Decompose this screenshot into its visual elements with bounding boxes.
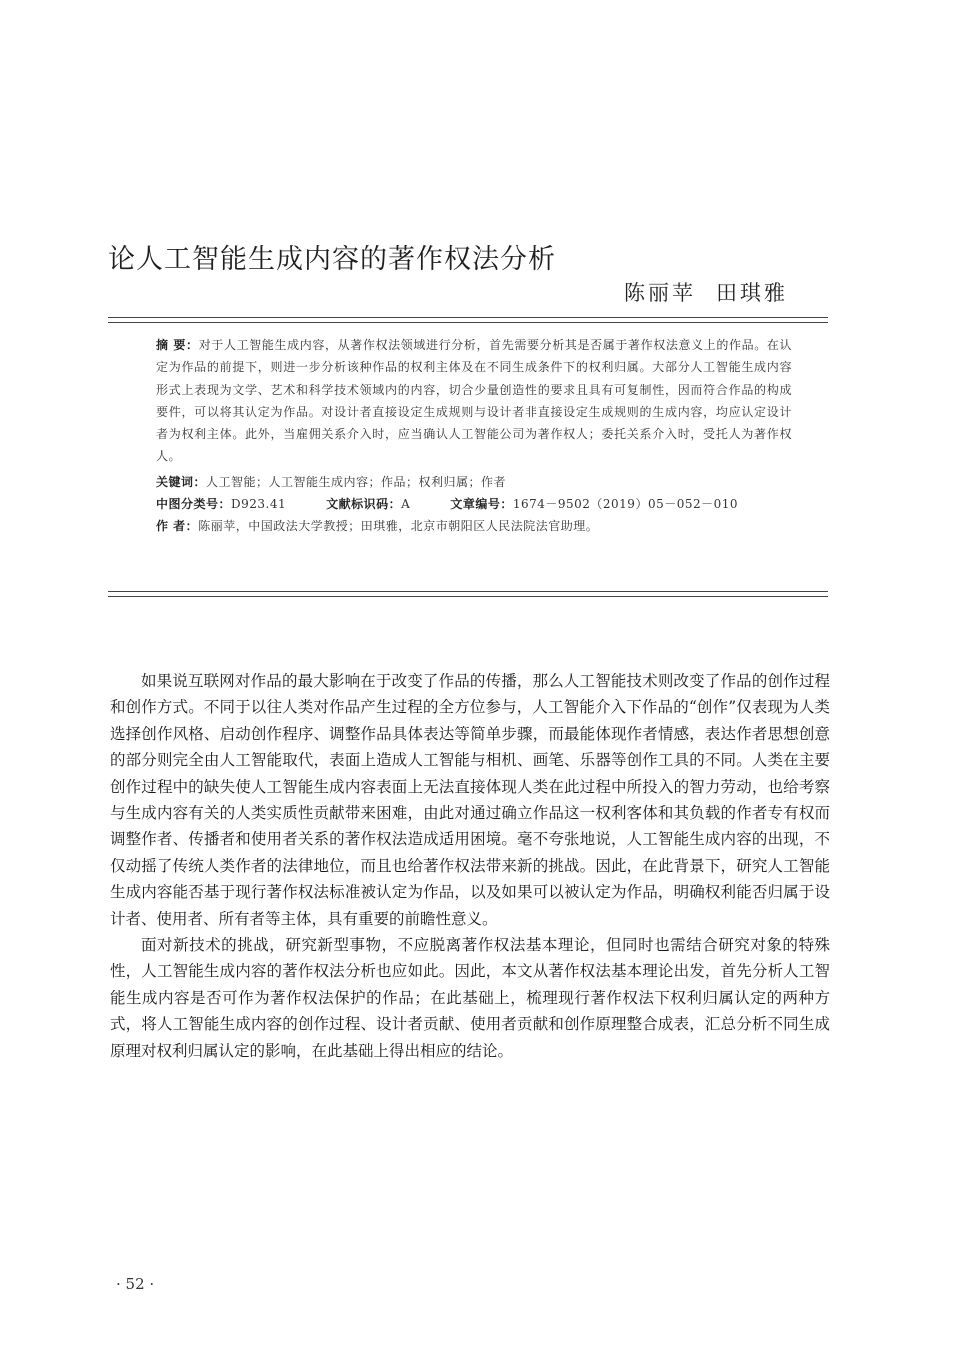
keywords-text: 人工智能；人工智能生成内容；作品；权利归属；作者 [206, 474, 507, 489]
article-number-value: 1674－9502（2019）05－052－010 [512, 497, 739, 512]
doc-code-value: A [401, 497, 411, 512]
author-info [156, 515, 792, 537]
header-rule-top [108, 317, 828, 318]
abstract-rule-bottom [108, 596, 828, 597]
article-title: 论人工智能生成内容的著作权法分析 [108, 244, 556, 275]
author-info-text: 陈丽苹，中国政法大学教授；田琪雅，北京市朝阳区人民法院法官助理。 [198, 519, 599, 534]
abstract-block [156, 334, 792, 538]
body-paragraph: 面对新技术的挑战，研究新型事物，不应脱离著作权法基本理论，但同时也需结合研究对象的特殊性，人工智能生成内容的著作权法分析也应如此。因此，本文从著作权法基本理论出发，首先分析人工智能生成内容是否可作为著作权法保护的作品；在此基础上，梳理现行著作权法下权利归属认定的两种方式，将人工智能生成内容的创作过程、设计者贡献、使用者贡献和创作原理整合成表，汇总分析不同生成原理对权利归属认定的影响，在此基础上得出相应的结论。 [110, 936, 830, 1060]
doc-code-label: 文献标识码： [326, 497, 402, 512]
keywords-label: 关键词： [156, 474, 207, 489]
article-number-label: 文章编号： [450, 497, 513, 512]
clc-value: D923.41 [231, 497, 287, 512]
abstract-label: 摘 要： [156, 338, 199, 352]
abstract-text: 对于人工智能生成内容，从著作权法领域进行分析，首先需要分析其是否属于著作权法意义上的作品。在认定为作品的前提下，则进一步分析该种作品的权利主体及在不同生成条件下的权利归属。大部分人工智能生成内容形式上表现为文学、艺术和科学技术领域内的内容，切合少量创造性的要求且具有可复制性，因而符合作品的构成要件，可以将其认定为作品。对设计者直接设定生成规则与设计者非直接设定生成规则的生成内容，均应认定设计者为权利主体。此外，当雇佣关系介入时，应当确认人工智能公司为著作权人；委托关系介入时，受托人为著作权人。 [156, 338, 792, 464]
abstract [156, 334, 792, 468]
body-paragraph: 如果说互联网对作品的最大影响在于改变了作品的传播，那么人工智能技术则改变了作品的创作过程和创作方式。不同于以往人类对作品产生过程的全方位参与，人工智能介入下作品的“创作”仅表现为人类选择创作风格、启动创作程序、调整作品具体表达等简单步骤，而最能体现作者情感，表达作者思想创意的部分则完全由人工智能取代，表面上造成人工智能与相机、画笔、乐器等创作工具的不同。人类在主要创作过程中的缺失使人工智能生成内容表面上无法直接体现人类在此过程中所投入的智力劳动，也给考察与生成内容有关的人类实质性贡献带来困难，由此对通过确立作品这一权利客体和其负载的作者专有权而调整作者、传播者和使用者关系的著作权法造成适用困境。毫不夸张地说，人工智能生成内容的出现，不仅动摇了传统人类作者的法律地位，而且也给著作权法带来新的挑战。因此，在此背景下，研究人工智能生成内容能否基于现行著作权法标准被认定为作品，以及如果可以被认定为作品，明确权利能否归属于设计者、使用者、所有者等主体，具有重要的前瞻性意义。 [110, 672, 830, 928]
classification-line [156, 493, 792, 515]
abstract-rule-top [108, 591, 828, 592]
article-authors [604, 278, 788, 308]
author-info-label: 作 者： [156, 519, 199, 534]
clc-label: 中图分类号： [156, 497, 232, 512]
author-name: 陈丽苹 [624, 281, 696, 305]
author-name: 田琪雅 [716, 281, 788, 305]
body-text [110, 668, 830, 1064]
page-number: · 52 · [116, 1275, 155, 1293]
header-rule-bottom [108, 322, 828, 323]
keywords [156, 471, 792, 493]
